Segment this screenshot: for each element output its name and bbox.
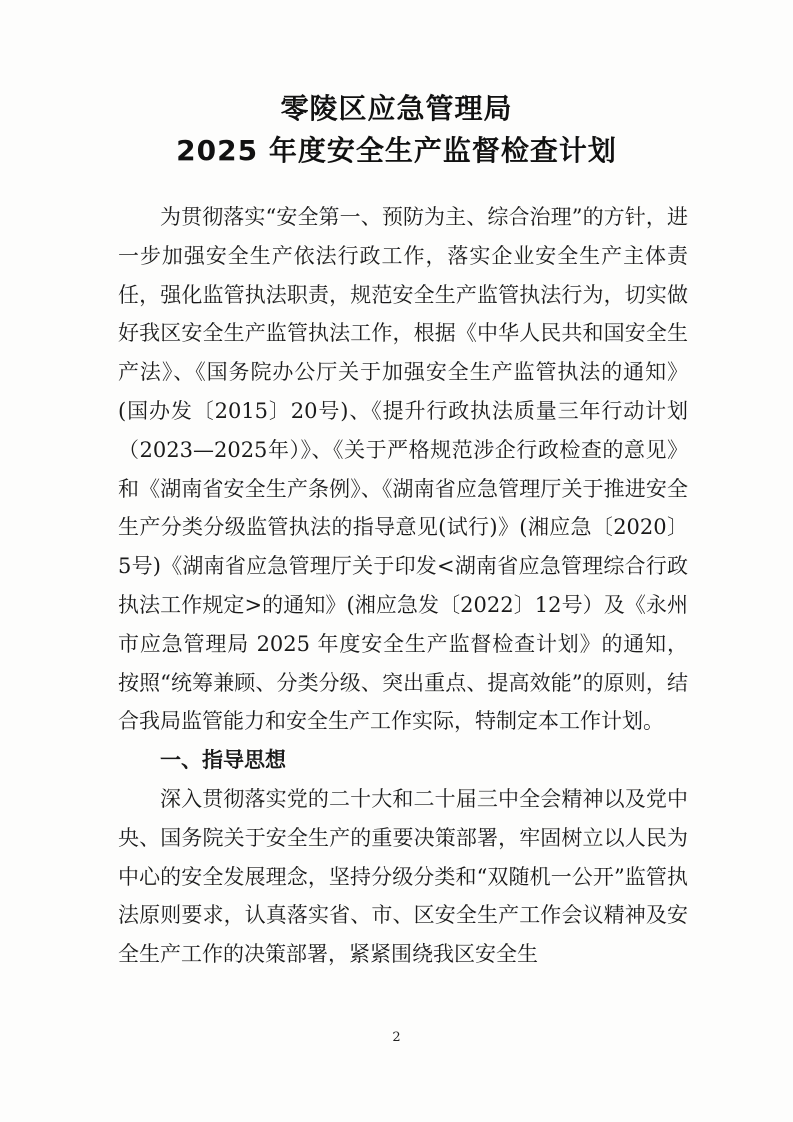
title-line-plan: 2025 年度安全生产监督检查计划: [176, 134, 617, 167]
intro-paragraph: 为贯彻落实“安全第一、预防为主、综合治理”的方针，进一步加强安全生产依法行政工作，落实企业安全生产主体责任，强化监管执法职责，规范安全生产监管执法行为，切实做好我区安全生产监管执法工作，根据《中华人民共和国安全生产法》、《国务院办公厅关于加强安全生产监管执法的通知》(国办发〔2015〕20号)、《提升行政执法质量三年行动计划（2023—2025年）》、《关于严格规范涉企行政检查的意见》和《湖南省安全生产条例》、《湖南省应急管理厅关于推进安全生产分类分级监管执法的指导意见(试行)》(湘应急〔2020〕5号)《湖南省应急管理厅关于印发<湖南省应急管理综合行政执法工作规定>的通知》(湘应急发〔2022〕12号）及《永州市应急管理局 2025 年度安全生产监督检查计划》的通知，按照“统筹兼顾、分类分级、突出重点、提高效能”的原则，结合我局监管能力和安全生产工作实际，特制定本工作计划。: [118, 205, 688, 734]
section-heading-guiding-ideology: 一、指导思想: [160, 748, 286, 773]
page-number: 2: [392, 1030, 401, 1045]
title-line-agency: 零陵区应急管理局: [280, 92, 513, 125]
document-title: [0, 88, 793, 172]
guiding-ideology-paragraph: 深入贯彻落实党的二十大和二十届三中全会精神以及党中央、国务院关于安全生产的重要决策部署，牢固树立以人民为中心的安全发展理念，坚持分级分类和“双随机一公开”监管执法原则要求，认真落实省、市、区安全生产工作会议精神及安全生产工作的决策部署，紧紧围绕我区安全生: [118, 786, 688, 967]
document-body: [118, 198, 688, 974]
